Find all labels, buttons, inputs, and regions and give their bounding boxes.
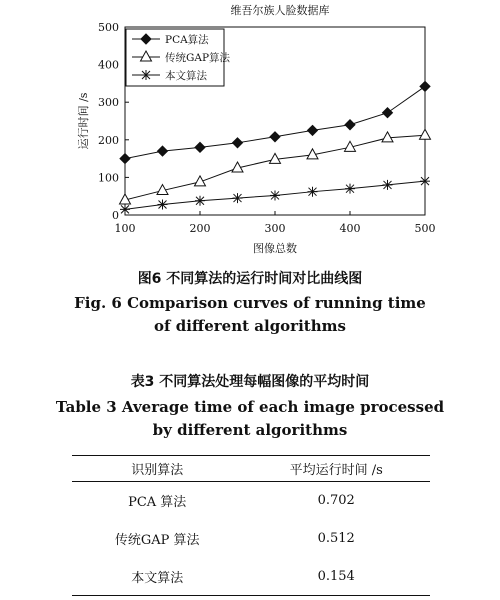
x-tick-label: 300 <box>264 222 286 235</box>
x-axis-label: 图像总数 <box>253 242 297 255</box>
y-tick-label: 300 <box>98 96 119 110</box>
table-caption-en-line1: Table 3 Average time of each image processed <box>55 398 445 416</box>
legend-label: 本文算法 <box>165 70 207 82</box>
series-1 <box>120 81 430 163</box>
table-caption-en-line2: by different algorithms <box>152 421 348 439</box>
legend-label: PCA算法 <box>165 34 209 46</box>
figure-caption-en-line2: of different algorithms <box>154 317 346 335</box>
table-header-row <box>72 456 430 482</box>
y-tick-label: 200 <box>98 133 119 147</box>
average-time-table <box>72 455 430 596</box>
data-point <box>383 180 393 190</box>
data-point <box>233 193 243 203</box>
y-tick-label: 400 <box>98 58 119 72</box>
series-line <box>125 86 425 158</box>
data-point <box>233 138 243 148</box>
legend <box>126 29 231 86</box>
data-point <box>195 196 205 206</box>
data-point <box>382 132 393 142</box>
cell-algorithm: PCA 算法 <box>128 495 187 511</box>
x-tick-label: 100 <box>114 222 136 235</box>
chart-title: 维吾尔族人脸数据库 <box>230 4 330 17</box>
data-point <box>383 108 393 118</box>
figure-caption-cn: 图6 不同算法的运行时间对比曲线图 <box>137 271 363 287</box>
running-time-chart <box>0 0 500 262</box>
cell-algorithm: 本文算法 <box>131 570 184 586</box>
data-point <box>270 153 281 163</box>
data-point <box>345 120 355 130</box>
data-point <box>195 142 205 152</box>
data-point <box>158 199 168 209</box>
table-caption-cn: 表3 不同算法处理每幅图像的平均时间 <box>130 374 370 390</box>
x-tick-label: 200 <box>189 222 211 235</box>
cell-time: 0.702 <box>317 493 355 509</box>
series-3 <box>120 176 430 214</box>
data-point <box>420 129 431 139</box>
figure-caption-en-line1: Fig. 6 Comparison curves of running time <box>74 294 426 312</box>
y-tick-label: 0 <box>112 209 119 222</box>
legend-label: 传统GAP算法 <box>165 52 231 64</box>
data-point <box>120 154 130 164</box>
data-point <box>270 132 280 142</box>
y-tick-label: 500 <box>98 21 119 34</box>
cell-time: 0.512 <box>317 531 355 546</box>
y-tick-label: 100 <box>98 171 119 185</box>
table-row <box>72 482 430 520</box>
header-algorithm: 识别算法 <box>72 456 242 482</box>
data-point <box>158 146 168 156</box>
data-point <box>345 184 355 194</box>
data-point <box>420 176 430 186</box>
y-axis-ticks <box>98 21 129 222</box>
data-point <box>270 190 280 200</box>
cell-time: 0.154 <box>317 568 355 584</box>
cell-algorithm: 传统GAP 算法 <box>114 533 200 548</box>
header-avg-time: 平均运行时间 /s <box>242 456 430 482</box>
data-point <box>420 81 430 91</box>
data-point <box>308 187 318 197</box>
legend-marker <box>141 70 151 80</box>
series-layer <box>120 81 431 214</box>
table-row <box>72 520 430 558</box>
data-point <box>308 125 318 135</box>
data-point <box>120 204 130 214</box>
series-line <box>125 135 425 200</box>
x-tick-label: 400 <box>339 222 361 235</box>
table-row <box>72 558 430 596</box>
y-axis-label: 运行时间 /s <box>77 92 90 150</box>
x-tick-label: 500 <box>414 222 436 235</box>
